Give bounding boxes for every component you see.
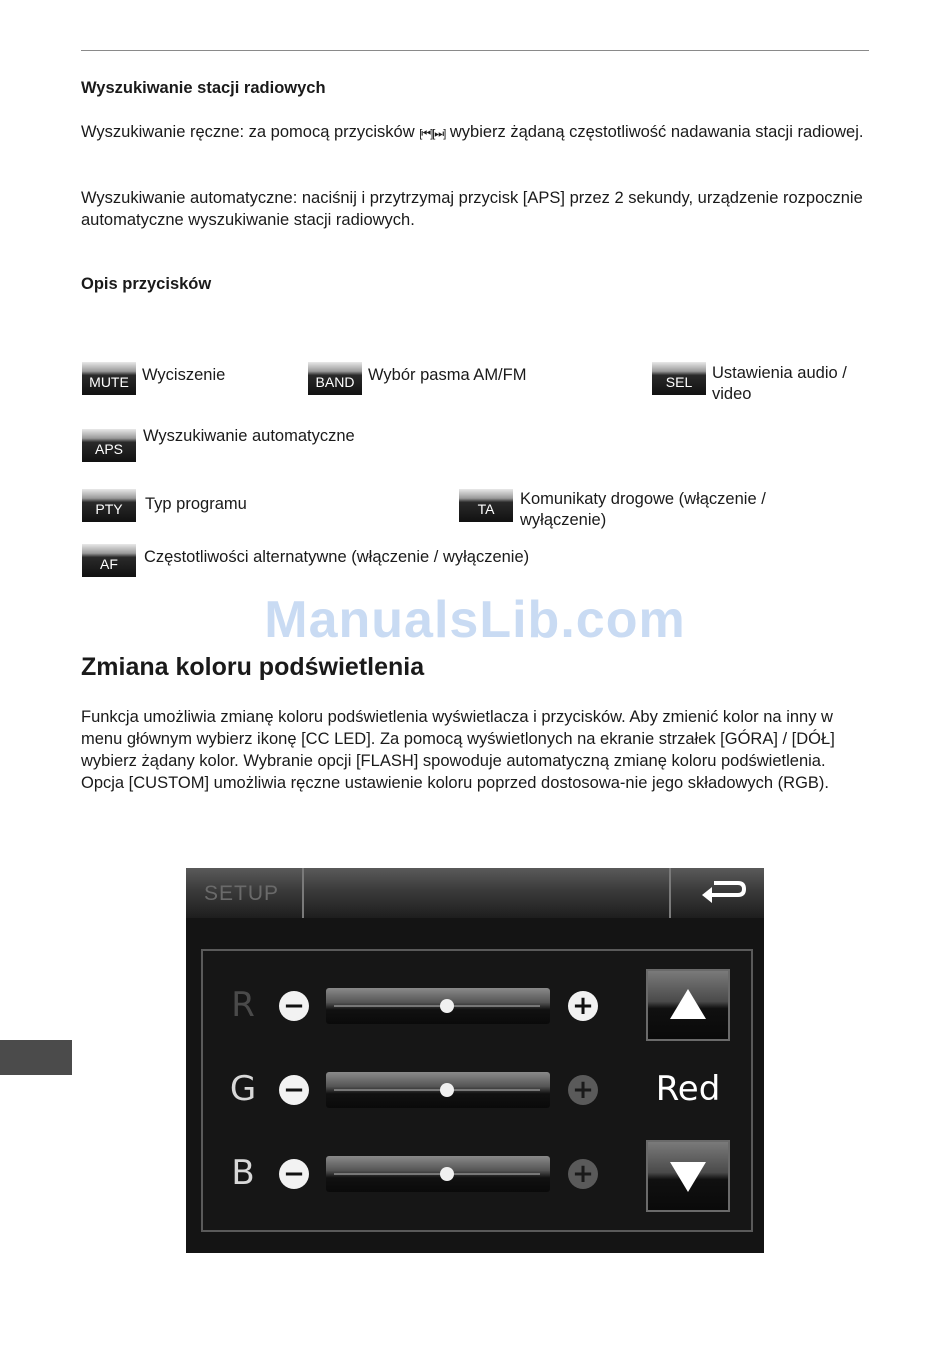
- ta-key-desc: Komunikaty drogowe (włączenie / wyłączenie): [520, 490, 766, 529]
- screen-top-bar: [186, 868, 764, 918]
- pty-key-desc: Typ programu: [145, 495, 247, 513]
- backlight-section-title: Zmiana koloru podświetlenia: [81, 653, 425, 681]
- title-bar-segment: [304, 868, 671, 918]
- manual-search-text-end: wybierz żądaną częstotliwość nadawania stacji radiowej.: [449, 123, 864, 141]
- band-key-desc: Wybór pasma AM/FM: [368, 366, 527, 384]
- b-slider-track: [334, 1173, 540, 1175]
- down-arrow-button[interactable]: [646, 1140, 730, 1212]
- g-minus-button[interactable]: −: [279, 1075, 309, 1105]
- b-slider-knob[interactable]: [440, 1167, 454, 1181]
- buttons-section-title: Opis przycisków: [81, 275, 212, 293]
- mute-key-desc: Wyciszenie: [142, 366, 226, 384]
- r-slider-track: [334, 1005, 540, 1007]
- b-minus-button[interactable]: −: [279, 1159, 309, 1189]
- aps-key-desc: Wyszukiwanie automatyczne: [143, 427, 355, 445]
- backlight-paragraph: Funkcja umożliwia zmianę koloru podświetlenia wyświetlacza i przycisków. Aby zmienić kolor na inny w menu głównym wybierz ikonę [CC LED]. Za pomocą wyświetlonych na ekranie strzałek [GÓRA] / [DÓŁ] wybierz żądany kolor. Wybranie opcji [FLASH] spowoduje automatyczną zmianę koloru podświetlenia. Opcja [CUSTOM] umożliwia ręczne ustawienie koloru poprzed dostosowa-nie jego składowych (RGB).: [81, 708, 835, 792]
- r-plus-button[interactable]: +: [568, 991, 598, 1021]
- af-key: AF: [82, 544, 136, 577]
- sel-key: SEL: [652, 362, 706, 395]
- letter-r: [228, 985, 258, 1025]
- r-slider-knob[interactable]: [440, 999, 454, 1013]
- rgb-panel: [201, 949, 753, 1232]
- setup-button[interactable]: [186, 868, 304, 918]
- g-slider[interactable]: [326, 1072, 550, 1108]
- device-screen: [186, 868, 764, 1253]
- letter-g: [228, 1069, 258, 1109]
- letter-b-text: B: [231, 1153, 255, 1193]
- manual-search-text-start: Wyszukiwanie ręczne: za pomocą przycisków: [81, 123, 415, 141]
- header-rule: [81, 50, 869, 51]
- af-key-desc: Częstotliwości alternatywne (włączenie / wyłączenie): [144, 548, 530, 566]
- up-arrow-button[interactable]: [646, 969, 730, 1041]
- setup-label: SETUP: [204, 882, 280, 905]
- ta-key: TA: [459, 489, 513, 522]
- letter-g-text: G: [229, 1069, 257, 1109]
- letter-r-text: R: [231, 985, 255, 1025]
- watermark: ManualsLib.com: [264, 591, 686, 649]
- letter-b: [228, 1153, 258, 1193]
- manual-search-paragraph: [81, 121, 881, 145]
- search-section-title: Wyszukiwanie stacji radiowych: [81, 79, 326, 97]
- r-slider[interactable]: [326, 988, 550, 1024]
- band-key: BAND: [308, 362, 362, 395]
- r-minus-button[interactable]: −: [279, 991, 309, 1021]
- triangle-up-icon: [648, 971, 728, 1039]
- g-plus-button[interactable]: +: [568, 1075, 598, 1105]
- selected-color-name: Red: [655, 1069, 721, 1109]
- mute-key: MUTE: [82, 362, 136, 395]
- prev-track-icon: [⏮]: [419, 128, 433, 140]
- next-track-icon: [⏭]: [432, 128, 446, 140]
- b-slider[interactable]: [326, 1156, 550, 1192]
- g-slider-knob[interactable]: [440, 1083, 454, 1097]
- sel-key-desc: Ustawienia audio / video: [712, 364, 847, 403]
- pty-key: PTY: [82, 489, 136, 522]
- page-side-tab: [0, 1040, 72, 1075]
- return-arrow-icon[interactable]: [698, 877, 746, 907]
- triangle-down-icon: [648, 1142, 728, 1210]
- b-plus-button[interactable]: +: [568, 1159, 598, 1189]
- auto-search-paragraph: Wyszukiwanie automatyczne: naciśnij i przytrzymaj przycisk [APS] przez 2 sekundy, urządzenie rozpocznie automatyczne wyszukiwanie stacji radiowych.: [81, 189, 863, 229]
- aps-key: APS: [82, 429, 136, 462]
- g-slider-track: [334, 1089, 540, 1091]
